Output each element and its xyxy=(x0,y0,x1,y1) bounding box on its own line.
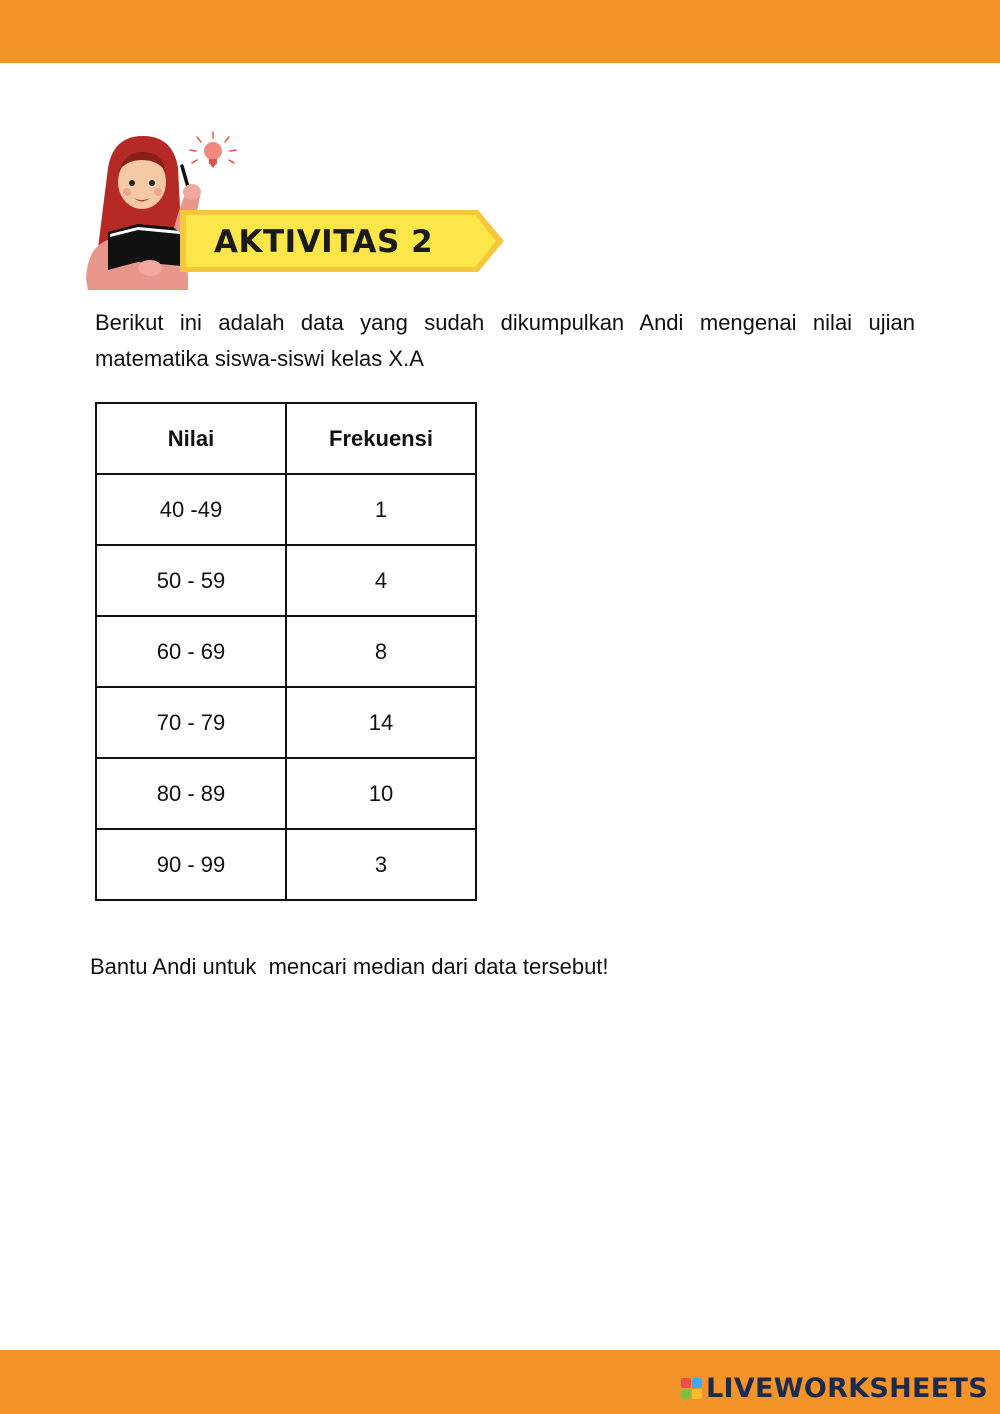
top-accent-bar xyxy=(0,0,1000,63)
logo-text: LIVEWORKSHEETS xyxy=(705,1372,988,1404)
table-row xyxy=(96,616,476,687)
cell-frekuensi: 3 xyxy=(286,829,476,900)
column-header-frekuensi: Frekuensi xyxy=(286,403,476,474)
question-text: Bantu Andi untuk mencari median dari data tersebut! xyxy=(90,954,609,979)
cell-nilai: 70 - 79 xyxy=(96,687,286,758)
table-row xyxy=(96,829,476,900)
column-header-nilai: Nilai xyxy=(96,403,286,474)
table-row xyxy=(96,545,476,616)
table-header-row xyxy=(96,403,476,474)
liveworksheets-logo-icon xyxy=(681,1378,702,1399)
cell-nilai: 50 - 59 xyxy=(96,545,286,616)
cell-frekuensi: 8 xyxy=(286,616,476,687)
cell-nilai: 40 -49 xyxy=(96,474,286,545)
liveworksheets-logo xyxy=(681,1370,988,1406)
intro-paragraph: Berikut ini adalah data yang sudah dikumpulkan Andi mengenai nilai ujian matematika siswa-siswi kelas X.A xyxy=(95,310,915,371)
cell-frekuensi: 4 xyxy=(286,545,476,616)
cell-nilai: 90 - 99 xyxy=(96,829,286,900)
cell-nilai: 80 - 89 xyxy=(96,758,286,829)
cell-frekuensi: 1 xyxy=(286,474,476,545)
cell-frekuensi: 14 xyxy=(286,687,476,758)
table-row xyxy=(96,687,476,758)
table-row xyxy=(96,474,476,545)
table-row xyxy=(96,758,476,829)
cell-nilai: 60 - 69 xyxy=(96,616,286,687)
activity-title: AKTIVITAS 2 xyxy=(214,224,434,260)
frequency-table xyxy=(95,402,477,901)
lightbulb-icon xyxy=(190,132,236,168)
cell-frekuensi: 10 xyxy=(286,758,476,829)
